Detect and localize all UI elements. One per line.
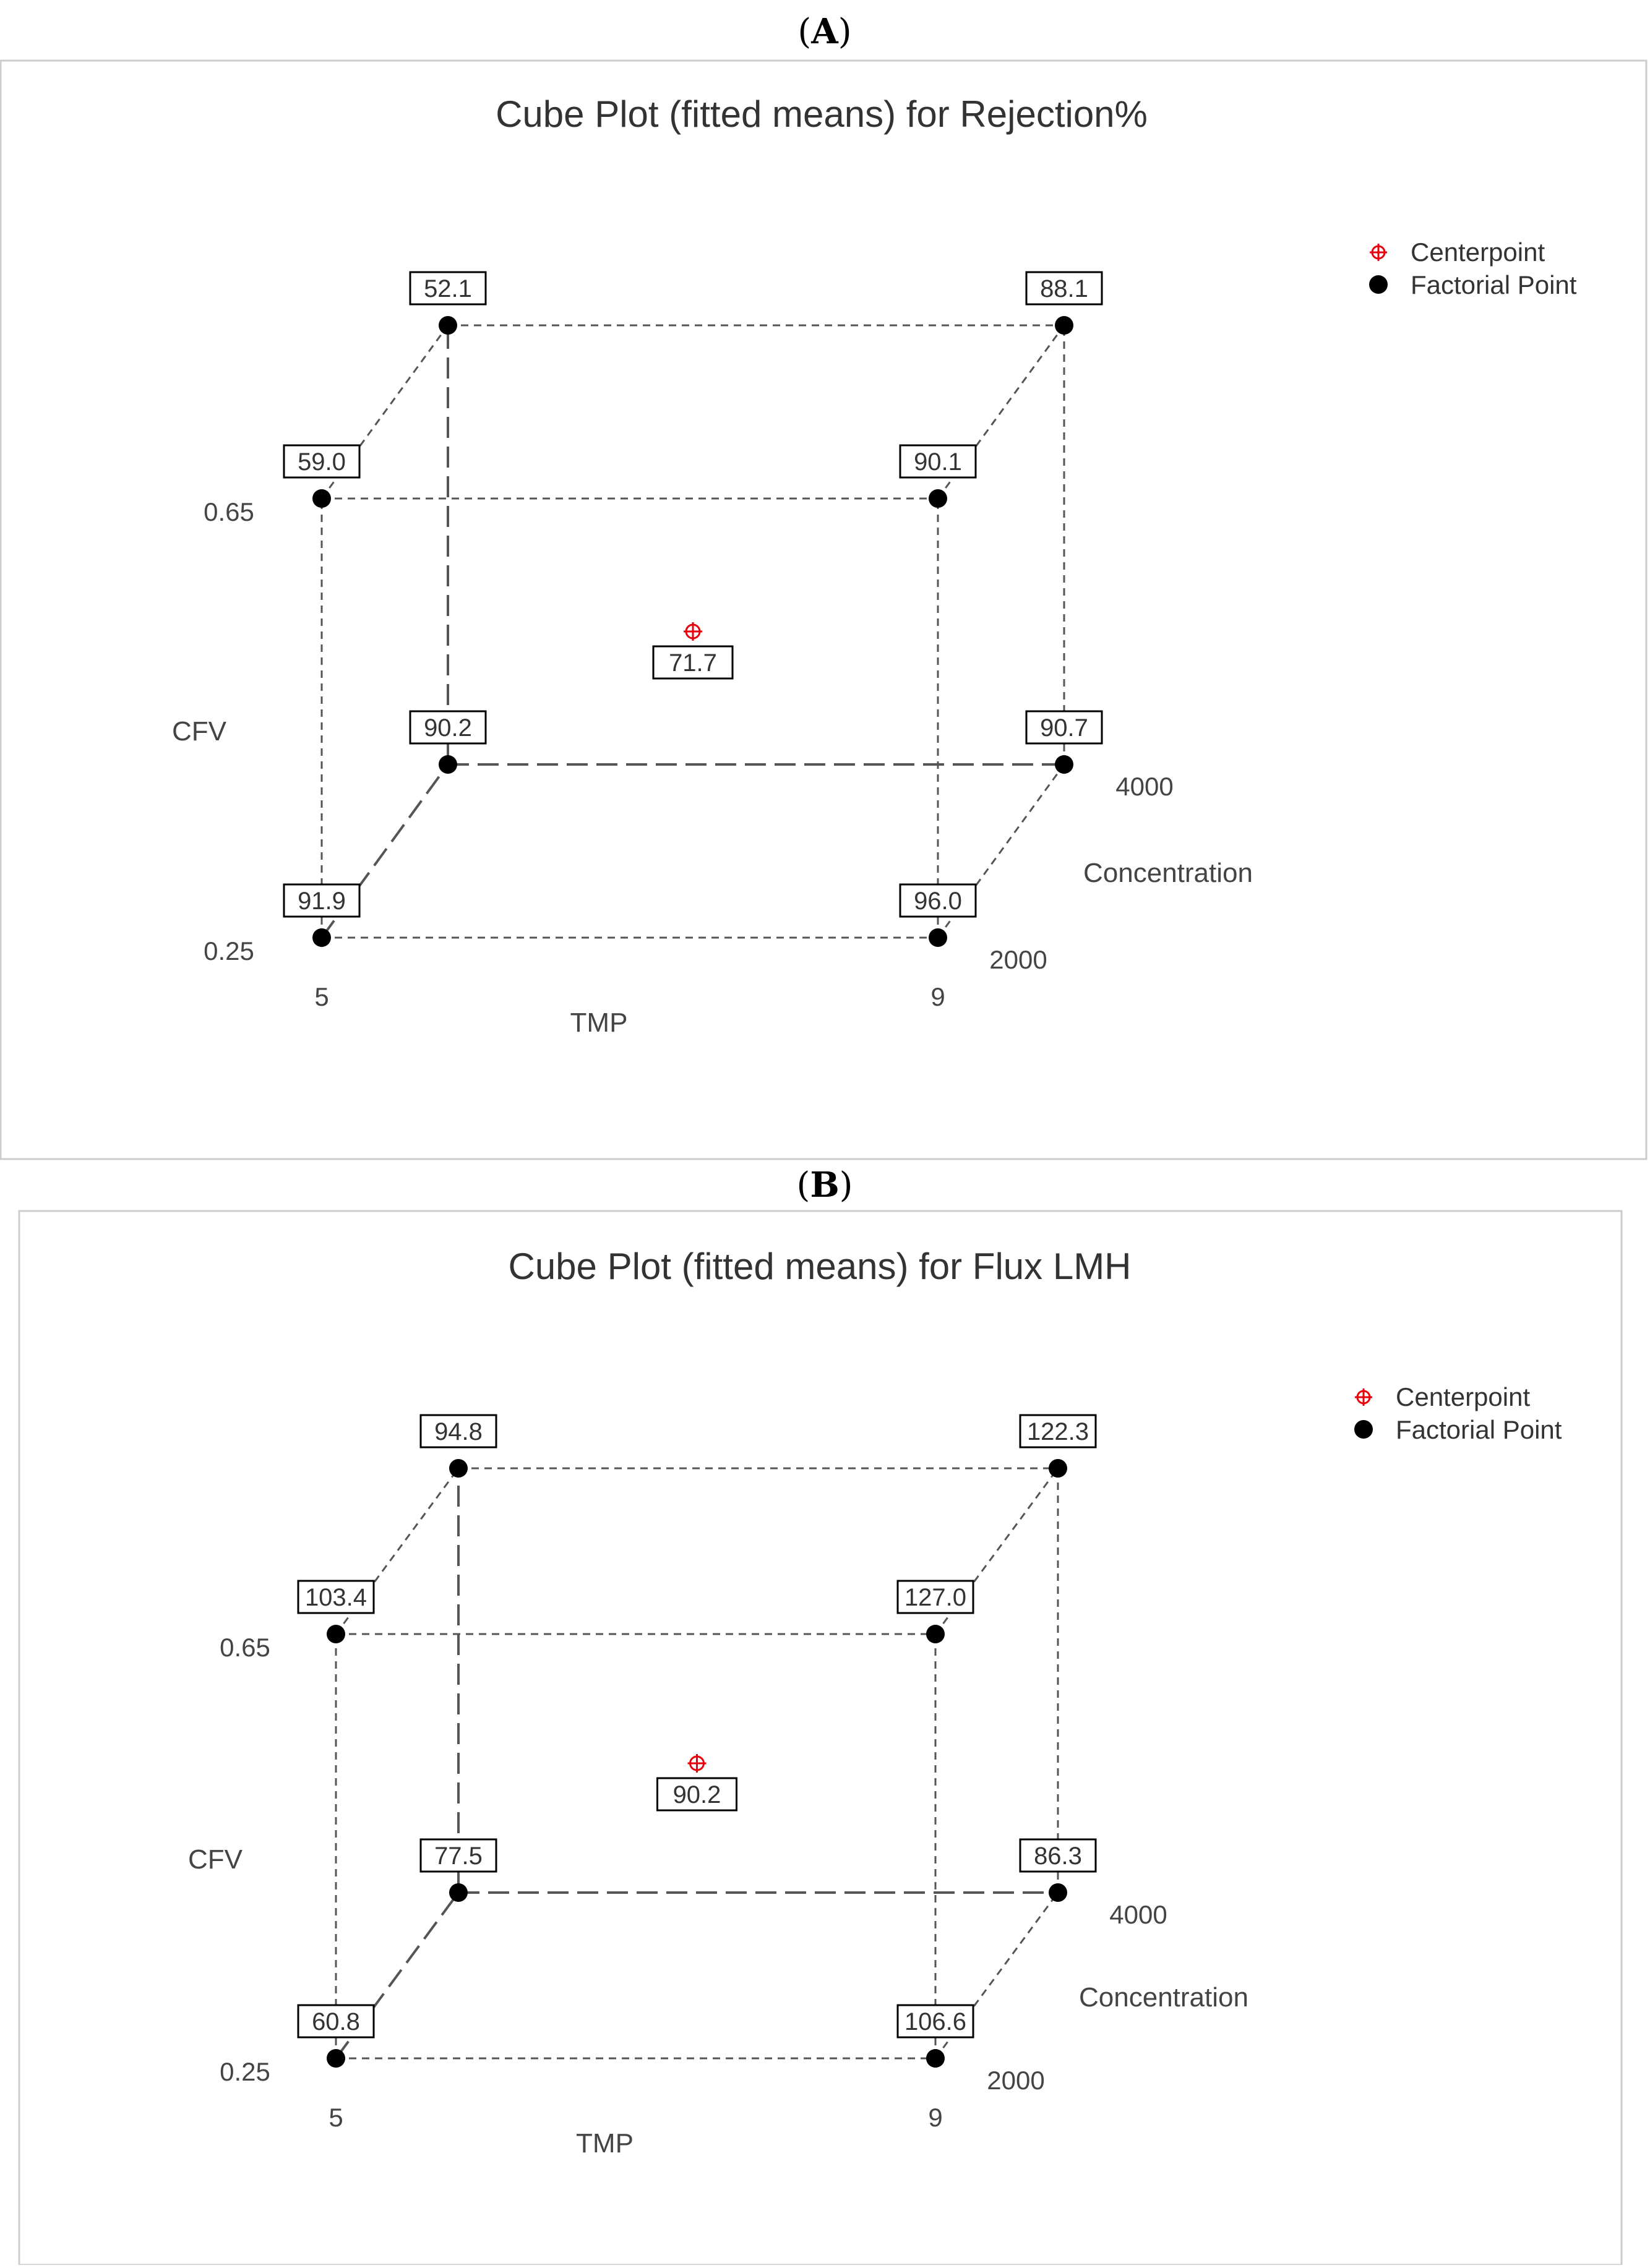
cfv-tick-low: 0.25 (204, 936, 254, 965)
factorial-point (312, 489, 331, 508)
factorial-point (449, 1883, 468, 1902)
chart-frame (1, 61, 1646, 1159)
panel-label-b: (B) (796, 1165, 853, 1205)
concentration-tick-high: 4000 (1109, 1900, 1167, 1929)
centerpoint-value-label: 71.7 (669, 649, 717, 677)
cfv-tick-high: 0.65 (204, 497, 254, 526)
legend-entry-centerpoint: Centerpoint (1411, 237, 1545, 267)
factorial-value-label: 127.0 (904, 1584, 967, 1611)
legend-entry-factorial-point: Factorial Point (1411, 270, 1577, 299)
panel-label-a: (A) (797, 11, 852, 52)
factorial-point (1055, 316, 1073, 335)
factorial-point (1049, 1459, 1067, 1478)
factorial-value-label: 94.8 (434, 1418, 483, 1445)
factorial-point (929, 489, 947, 508)
chart-frame (19, 1211, 1622, 2265)
concentration-tick-low: 2000 (989, 945, 1047, 974)
concentration-axis-label: Concentration (1079, 1982, 1248, 2013)
factorial-value-label: 106.6 (904, 2008, 967, 2035)
cube-plot-panel-a (1, 11, 1646, 1159)
cfv-axis-label: CFV (172, 716, 226, 747)
legend-entry-factorial-point: Factorial Point (1396, 1415, 1562, 1444)
concentration-tick-low: 2000 (987, 2066, 1045, 2095)
tmp-tick-high: 9 (928, 2103, 943, 2132)
chart-title: Cube Plot (fitted means) for Rejection% (496, 93, 1148, 135)
factorial-value-label: 88.1 (1040, 275, 1088, 302)
factorial-value-label: 77.5 (434, 1842, 483, 1870)
tmp-axis-label: TMP (576, 2128, 634, 2159)
factorial-point (929, 928, 947, 947)
factorial-value-label: 103.4 (304, 1584, 367, 1611)
factorial-value-label: 91.9 (298, 888, 346, 915)
factorial-value-label: 90.7 (1040, 714, 1088, 742)
cfv-tick-high: 0.65 (220, 1633, 270, 1662)
factorial-point (327, 2049, 345, 2068)
centerpoint-value-label: 90.2 (672, 1781, 721, 1808)
cube-plot-panel-b (19, 1165, 1622, 2265)
legend-entry-centerpoint: Centerpoint (1396, 1382, 1531, 1411)
tmp-tick-low: 5 (314, 982, 329, 1011)
cfv-tick-low: 0.25 (220, 2057, 270, 2086)
chart-title: Cube Plot (fitted means) for Flux LMH (508, 1246, 1132, 1287)
factorial-value-label: 60.8 (312, 2008, 360, 2035)
factorial-value-label: 86.3 (1034, 1842, 1082, 1870)
factorial-point (926, 1625, 945, 1643)
factorial-point (1049, 1883, 1067, 1902)
factorial-point (1055, 755, 1073, 774)
factorial-value-label: 52.1 (424, 275, 472, 302)
tmp-axis-label: TMP (570, 1008, 628, 1038)
filled-circle-icon (1369, 275, 1388, 294)
factorial-value-label: 90.1 (914, 448, 962, 476)
factorial-value-label: 90.2 (424, 714, 472, 742)
factorial-value-label: 122.3 (1026, 1418, 1089, 1445)
filled-circle-icon (1354, 1420, 1373, 1439)
factorial-point (926, 2049, 945, 2068)
tmp-tick-low: 5 (329, 2103, 343, 2132)
factorial-point (327, 1625, 345, 1643)
factorial-point (449, 1459, 468, 1478)
cfv-axis-label: CFV (188, 1844, 243, 1875)
factorial-point (439, 316, 457, 335)
factorial-point (439, 755, 457, 774)
concentration-axis-label: Concentration (1083, 858, 1253, 888)
factorial-value-label: 96.0 (914, 888, 962, 915)
factorial-value-label: 59.0 (298, 448, 346, 476)
concentration-tick-high: 4000 (1115, 772, 1174, 801)
tmp-tick-high: 9 (930, 982, 945, 1011)
factorial-point (312, 928, 331, 947)
